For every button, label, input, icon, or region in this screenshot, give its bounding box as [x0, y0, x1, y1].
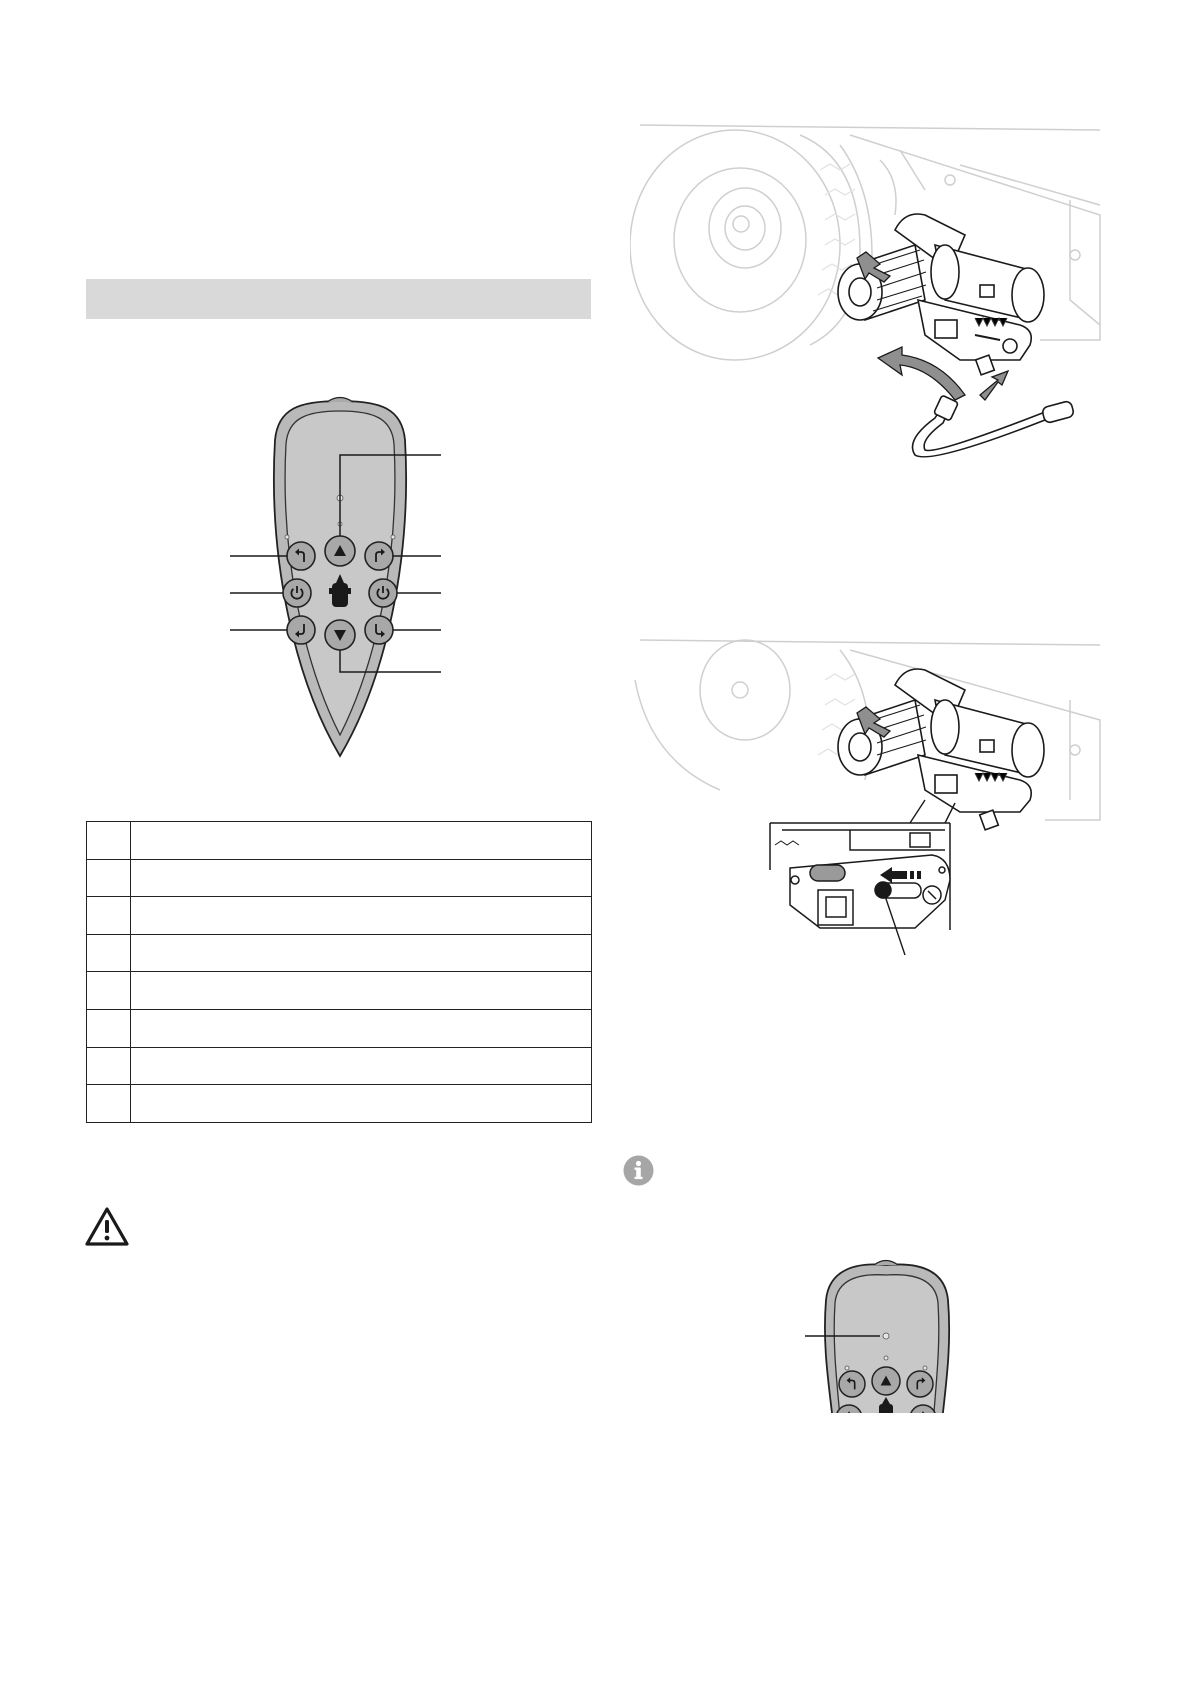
- row-description: [131, 1085, 592, 1123]
- row-number: [87, 1047, 131, 1085]
- row-number: [87, 1085, 131, 1123]
- power-left-button: [283, 579, 311, 607]
- table-row: [87, 1009, 592, 1047]
- section-header-bar: [86, 279, 591, 319]
- reverse-button: [325, 620, 355, 650]
- table-row: [87, 1085, 592, 1123]
- table-row: [87, 1047, 592, 1085]
- warning-triangle-icon: [84, 1206, 130, 1247]
- row-description: [131, 822, 592, 860]
- mover-engage-illustration: [630, 120, 1110, 465]
- power-right-button: [369, 579, 397, 607]
- row-description: [131, 1047, 592, 1085]
- rotate-right-backward-button: [365, 616, 393, 644]
- remote-control-partial-figure: [800, 1255, 1040, 1415]
- row-number: [87, 822, 131, 860]
- row-number: [87, 859, 131, 897]
- rotate-right-forward-button: [365, 542, 393, 570]
- row-description: [131, 897, 592, 935]
- legend-table: [86, 821, 592, 1123]
- table-row: [87, 822, 592, 860]
- table-row: [87, 897, 592, 935]
- forward-button: [325, 536, 355, 566]
- row-number: [87, 972, 131, 1010]
- row-description: [131, 972, 592, 1010]
- table-row: [87, 859, 592, 897]
- remote-control-figure: [220, 395, 460, 770]
- row-number: [87, 1009, 131, 1047]
- row-description: [131, 859, 592, 897]
- info-circle-icon: [623, 1155, 654, 1186]
- led-indicator: [883, 1333, 889, 1339]
- rotate-left-forward-button: [287, 542, 315, 570]
- row-description: [131, 934, 592, 972]
- drive-roller: [838, 245, 926, 320]
- row-number: [87, 897, 131, 935]
- table-row: [87, 934, 592, 972]
- inset-detail: [770, 823, 950, 930]
- disengage-lever-illustration: [630, 630, 1110, 965]
- row-description: [131, 1009, 592, 1047]
- table-row: [87, 972, 592, 1010]
- rotate-left-backward-button: [287, 616, 315, 644]
- row-number: [87, 934, 131, 972]
